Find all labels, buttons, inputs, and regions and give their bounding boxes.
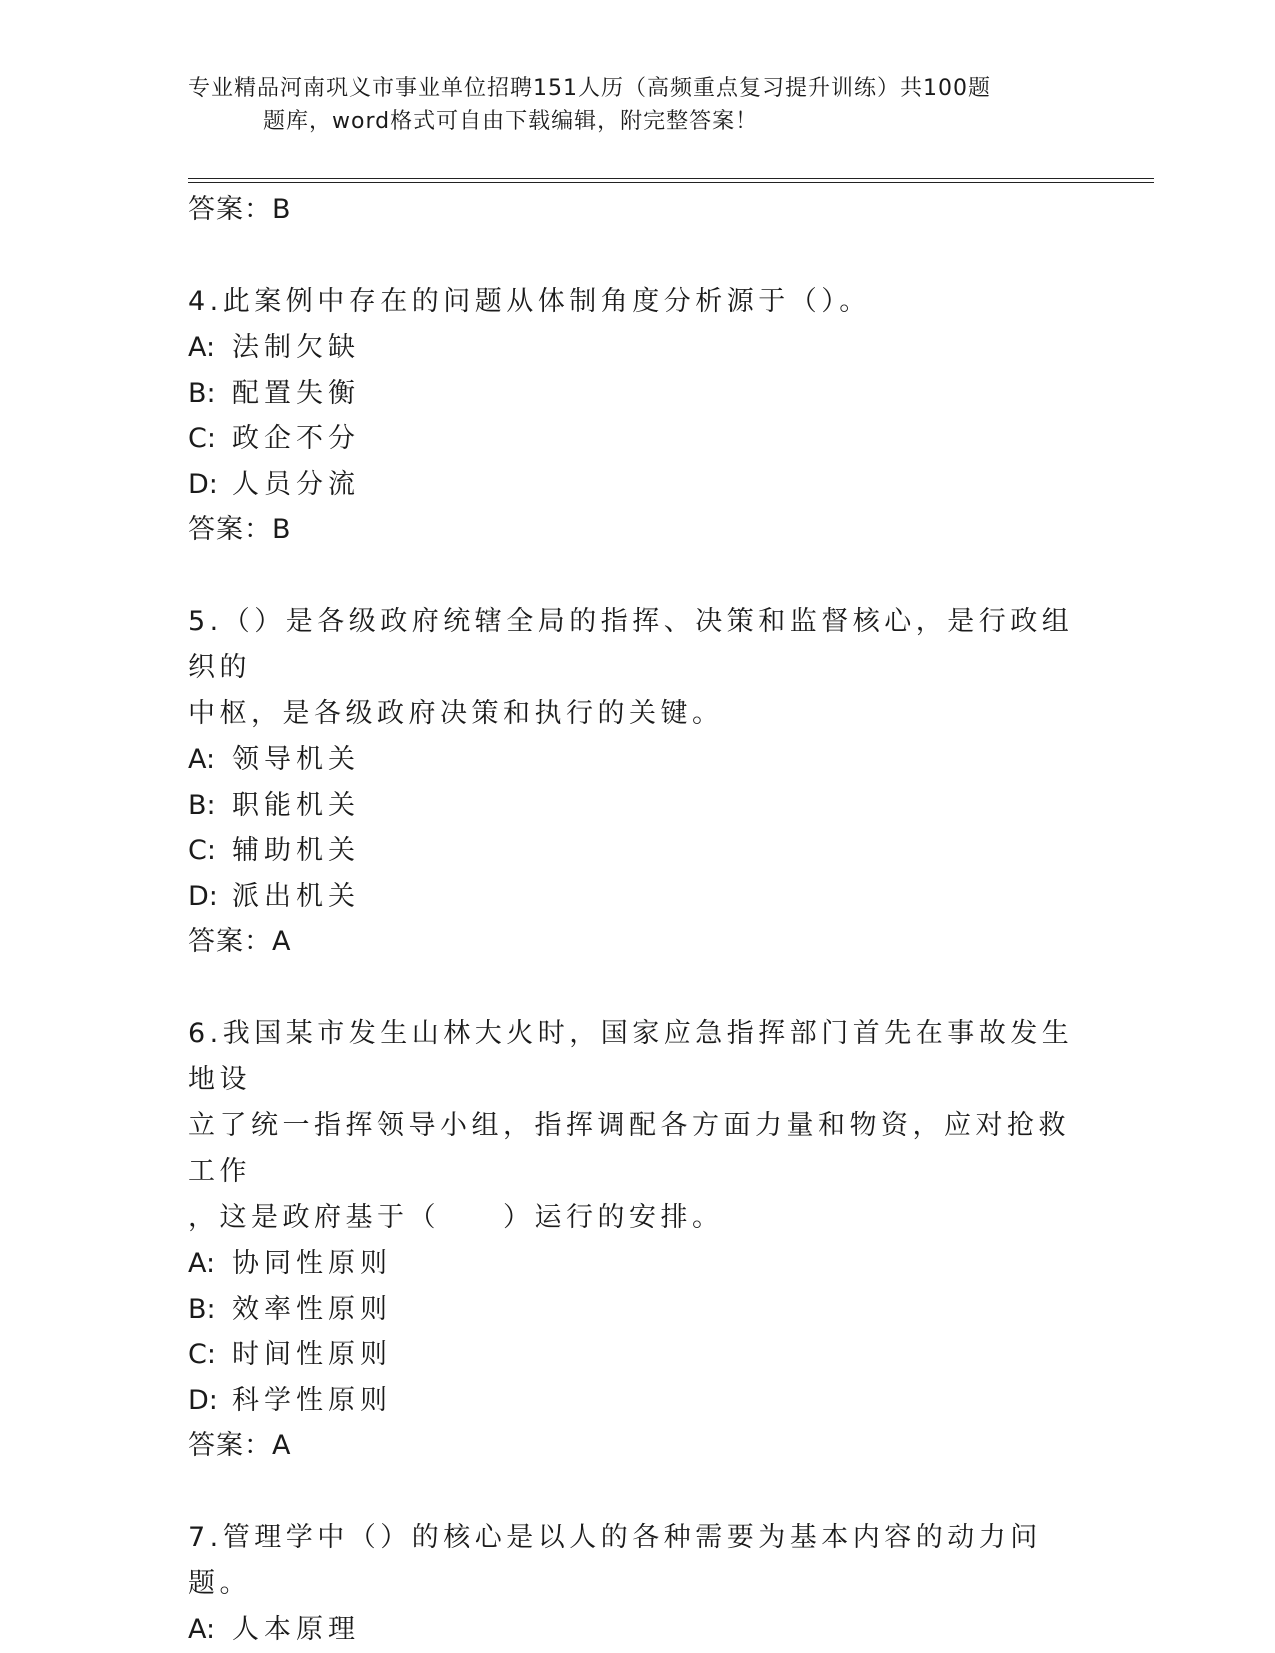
header-divider-bottom bbox=[188, 182, 1154, 183]
option-text: 时间性原则 bbox=[232, 1339, 392, 1370]
option-key: A: bbox=[188, 744, 216, 775]
header-divider-top bbox=[188, 178, 1154, 179]
header-title-line-2: 题库，word格式可自由下载编辑，附完整答案！ bbox=[263, 109, 759, 134]
option-text: 科学性原则 bbox=[232, 1384, 392, 1416]
option-key: C: bbox=[188, 835, 216, 866]
question-7 bbox=[188, 1515, 1078, 1653]
option-text: 职能机关 bbox=[232, 789, 360, 821]
question-list bbox=[188, 187, 1078, 1653]
option-text: 配置失衡 bbox=[232, 377, 360, 409]
option-d bbox=[188, 462, 1078, 508]
question-stem bbox=[188, 279, 1078, 325]
stem-line: 立了统一指挥领导小组，指挥调配各方面力量和物资，应对抢救工作 bbox=[188, 1110, 1070, 1187]
option-key: D: bbox=[188, 1384, 218, 1416]
question-stem bbox=[188, 1515, 1078, 1607]
header-title-line-1: 专业精品河南巩义市事业单位招聘151人历（高频重点复习提升训练）共100题 bbox=[188, 76, 991, 101]
option-key: A: bbox=[188, 1248, 216, 1279]
question-stem bbox=[188, 1011, 1078, 1241]
option-text: 效率性原则 bbox=[232, 1293, 392, 1325]
document-header bbox=[188, 72, 1068, 138]
option-key: D: bbox=[188, 880, 218, 912]
option-text: 派出机关 bbox=[232, 880, 360, 912]
option-b bbox=[188, 783, 1078, 829]
option-a bbox=[188, 325, 1078, 371]
option-c bbox=[188, 1332, 1078, 1378]
answer: 答案：B bbox=[188, 514, 292, 545]
option-text: 领导机关 bbox=[232, 744, 360, 775]
answer: 答案：A bbox=[188, 926, 292, 957]
option-key: C: bbox=[188, 423, 216, 454]
option-key: B: bbox=[188, 1293, 216, 1325]
option-key: B: bbox=[188, 377, 216, 409]
stem-line: 4.此案例中存在的问题从体制角度分析源于（）。 bbox=[188, 286, 871, 317]
stem-line: 5.（）是各级政府统辖全局的指挥、决策和监督核心，是行政组织的 bbox=[188, 606, 1074, 683]
question-stem bbox=[188, 599, 1078, 737]
question-4 bbox=[188, 279, 1078, 553]
option-a bbox=[188, 1607, 1078, 1653]
stem-line: 7.管理学中（）的核心是以人的各种需要为基本内容的动力问题。 bbox=[188, 1522, 1042, 1599]
option-a bbox=[188, 1241, 1078, 1287]
option-c bbox=[188, 416, 1078, 462]
option-key: A: bbox=[188, 332, 216, 363]
option-key: C: bbox=[188, 1339, 216, 1370]
option-text: 人员分流 bbox=[232, 468, 360, 500]
option-b bbox=[188, 371, 1078, 417]
option-text: 人本原理 bbox=[232, 1614, 360, 1645]
previous-answer: 答案：B bbox=[188, 194, 292, 225]
option-d bbox=[188, 874, 1078, 920]
answer: 答案：A bbox=[188, 1430, 292, 1461]
option-d bbox=[188, 1378, 1078, 1424]
option-b bbox=[188, 1287, 1078, 1333]
option-text: 协同性原则 bbox=[232, 1248, 392, 1279]
option-c bbox=[188, 828, 1078, 874]
option-key: B: bbox=[188, 789, 216, 821]
option-key: D: bbox=[188, 468, 218, 500]
stem-line: ，这是政府基于（ ）运行的安排。 bbox=[188, 1202, 724, 1233]
option-key: A: bbox=[188, 1614, 216, 1645]
option-text: 辅助机关 bbox=[232, 835, 360, 866]
option-text: 法制欠缺 bbox=[232, 332, 360, 363]
option-text: 政企不分 bbox=[232, 423, 360, 454]
stem-line: 中枢，是各级政府决策和执行的关键。 bbox=[188, 698, 724, 729]
stem-line: 6.我国某市发生山林大火时，国家应急指挥部门首先在事故发生地设 bbox=[188, 1018, 1074, 1095]
question-5 bbox=[188, 599, 1078, 965]
option-a bbox=[188, 737, 1078, 783]
question-6 bbox=[188, 1011, 1078, 1469]
